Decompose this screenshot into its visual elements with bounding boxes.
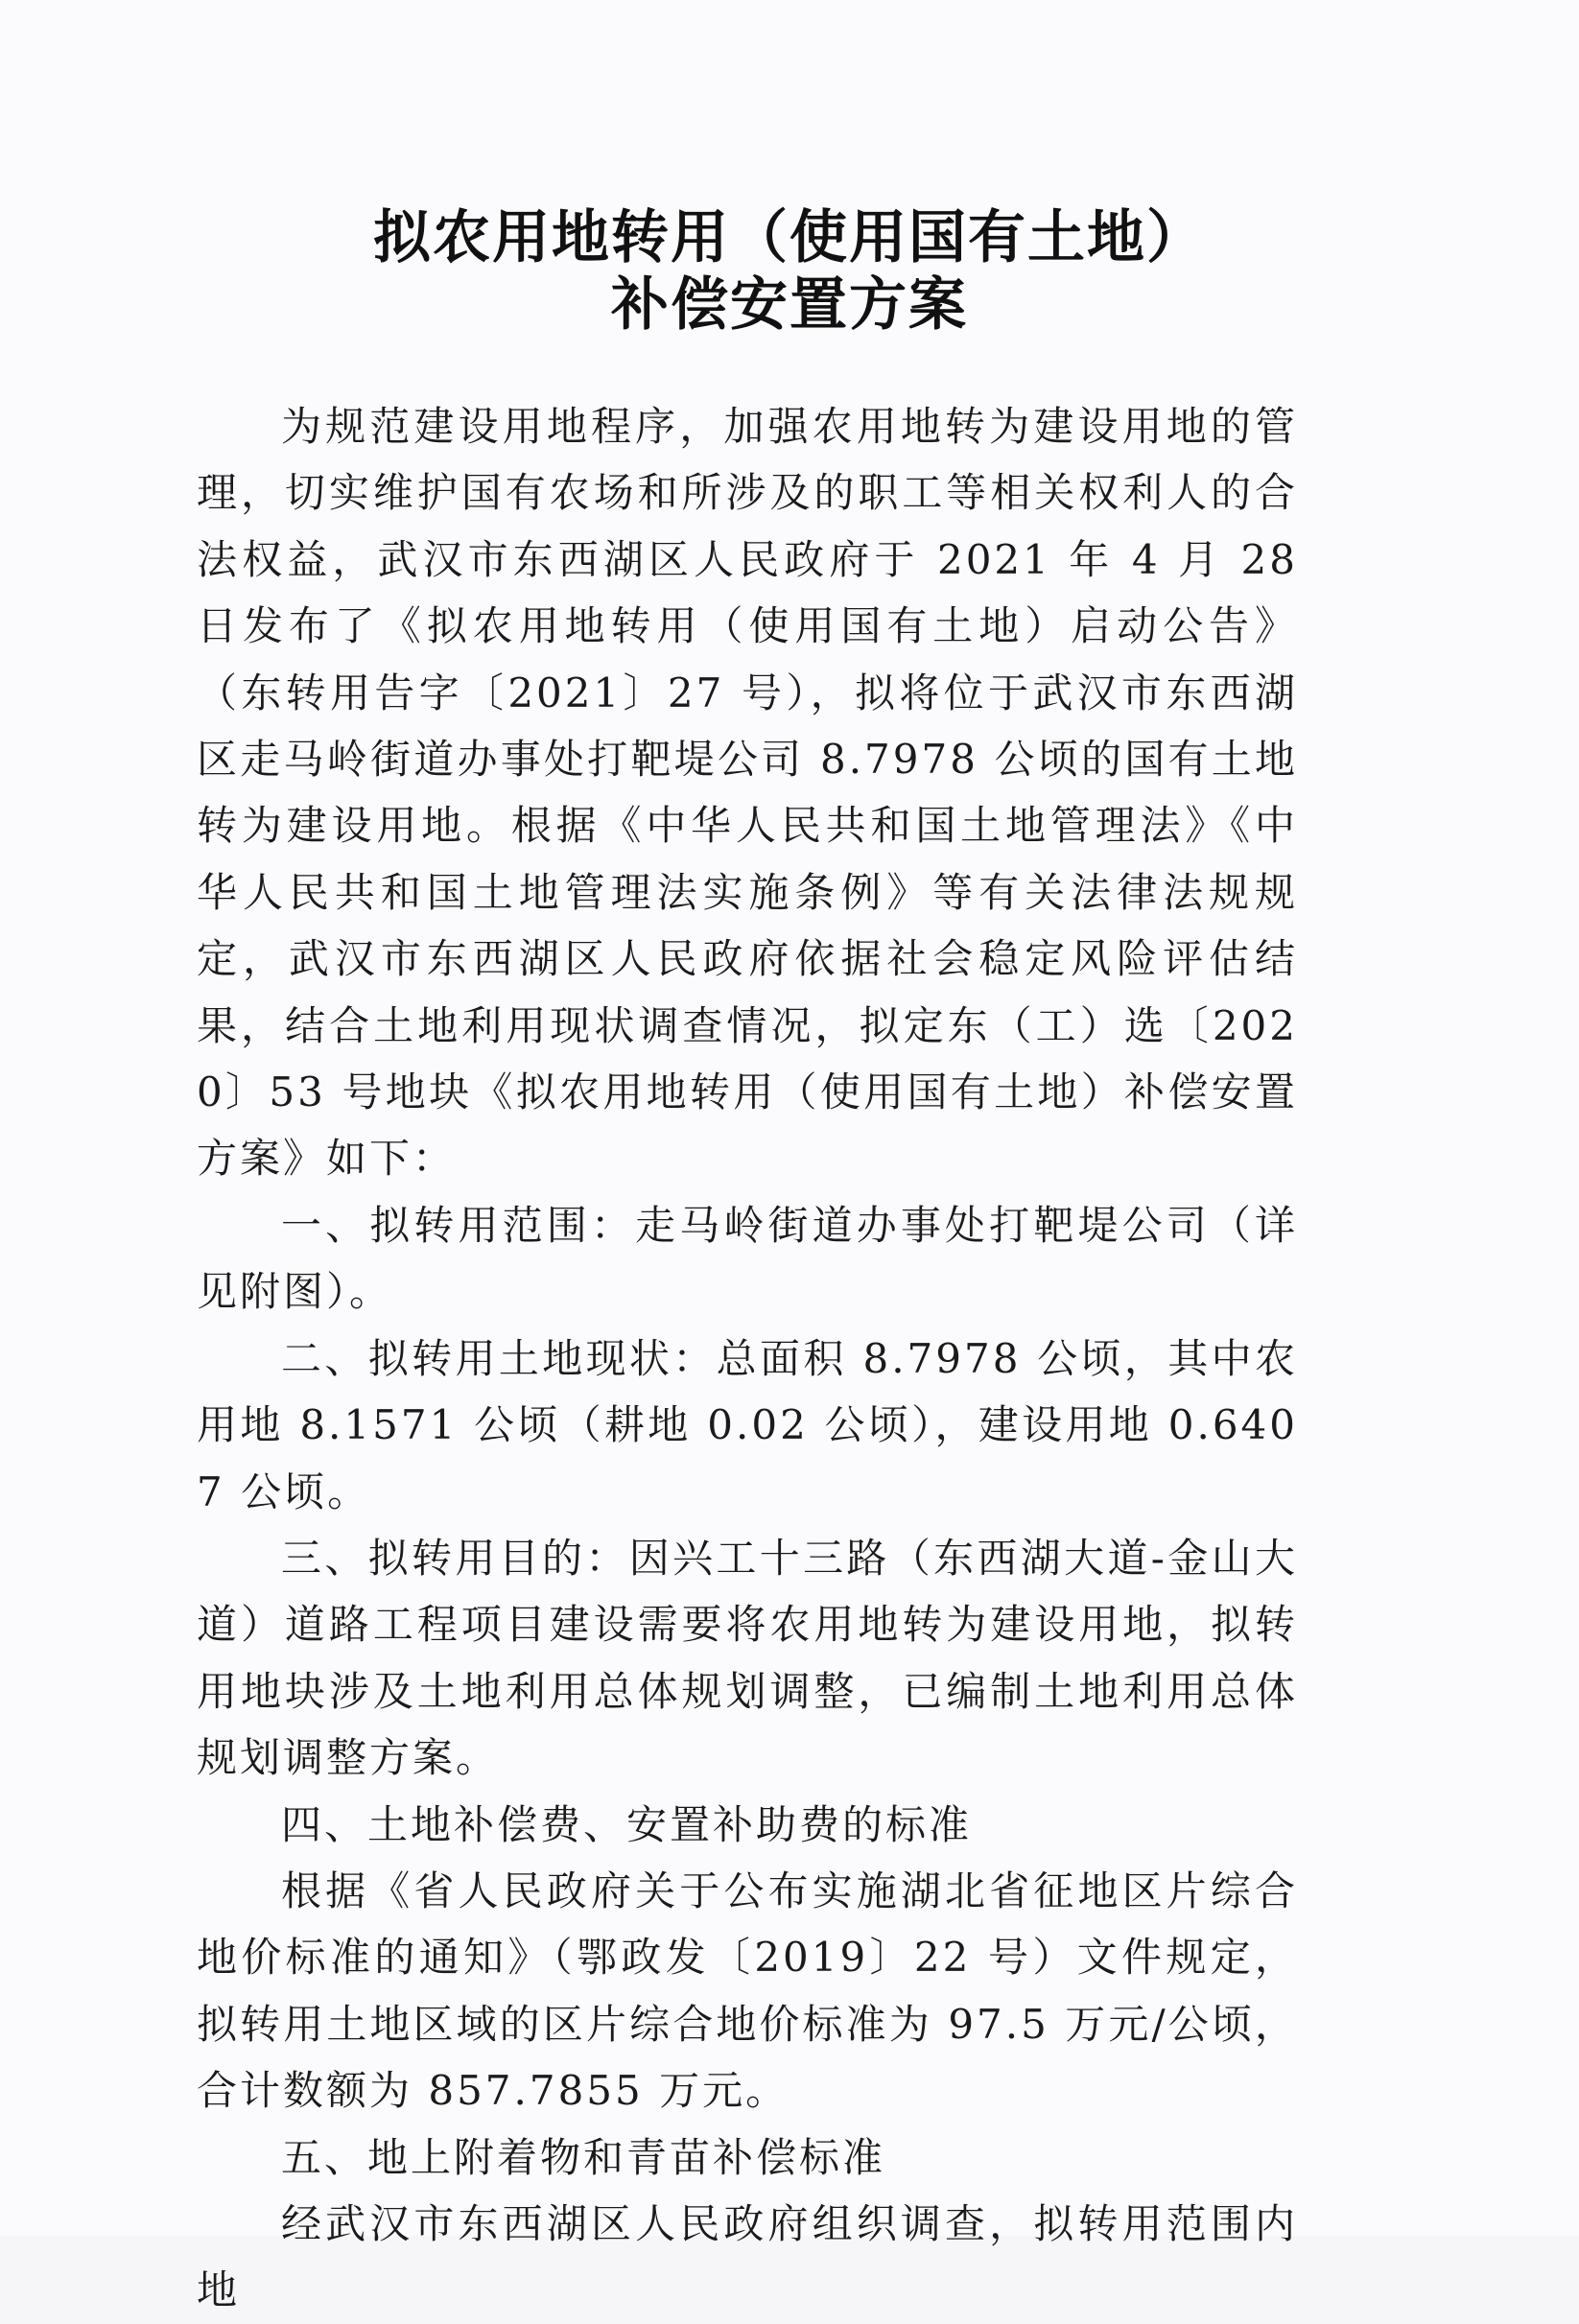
paragraph-section-5-body: 经武汉市东西湖区人民政府组织调查，拟转用范围内地 bbox=[197, 2199, 1298, 2314]
paragraph-intro: 为规范建设用地程序，加强农用地转为建设用地的管理，切实维护国有农场和所涉及的职工等相关权利人的合法权益，武汉市东西湖区人民政府于 2021 年 4 月 28 日发布了《拟农用地转用（使用国有土地）启动公告》（东转用告字〔2021〕27 号），拟将位于武汉市东西湖区走马岭街道办事处打靶堤公司 8.7978 公顷的国有土地转为建设用地。根据《中华人民共和国土地管理法》《中华人民共和国土地管理法实施条例》等有关法律法规规定，武汉市东西湖区人民政府依据社会稳定风险评估结果，结合土地利用现状调查情况，拟定东（工）选〔2020〕53 号地块《拟农用地转用（使用国有土地）补偿安置方案》如下： bbox=[197, 403, 1298, 1183]
paragraph-section-2: 二、拟转用土地现状：总面积 8.7978 公顷，其中农用地 8.1571 公顷（耕地 0.02 公顷），建设用地 0.6407 公顷。 bbox=[197, 1334, 1298, 1515]
paragraph-section-4-body: 根据《省人民政府关于公布实施湖北省征地区片综合地价标准的通知》（鄂政发〔2019〕22 号）文件规定，拟转用土地区域的区片综合地价标准为 97.5 万元/公顷，合计数额为 857.7855 万元。 bbox=[197, 1866, 1298, 2115]
paragraph-section-1: 一、拟转用范围：走马岭街道办事处打靶堤公司（详见附图）。 bbox=[197, 1201, 1298, 1316]
document-title-line-1: 拟农用地转用（使用国有土地） bbox=[373, 204, 1206, 271]
heading-section-4: 四、土地补偿费、安置补助费的标准 bbox=[281, 1800, 973, 1848]
document-body bbox=[197, 393, 1298, 2324]
heading-section-5: 五、地上附着物和青苗补偿标准 bbox=[281, 2133, 886, 2181]
paragraph-section-3: 三、拟转用目的：因兴工十三路（东西湖大道-金山大道）道路工程项目建设需要将农用地转为建设用地，拟转用地块涉及土地利用总体规划调整，已编制土地利用总体规划调整方案。 bbox=[197, 1534, 1298, 1782]
document-title-line-2: 补偿安置方案 bbox=[611, 271, 968, 339]
